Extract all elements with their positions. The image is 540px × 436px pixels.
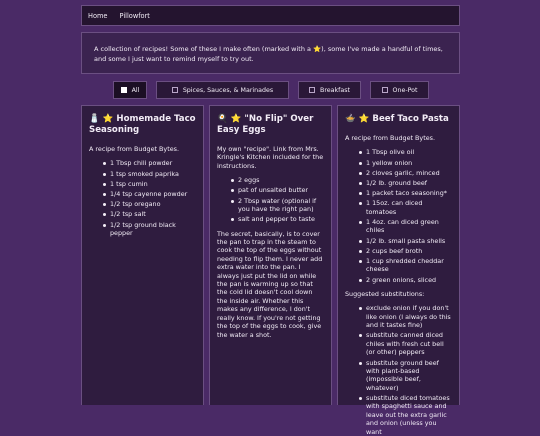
salt-icon: 🧂 xyxy=(89,114,100,124)
list-item: substitute canned diced chiles with fresh cut bell (or other) peppers xyxy=(345,331,452,356)
list-item: 1 Tbsp chili powder xyxy=(89,159,196,167)
list-item: 1 tsp cumin xyxy=(89,180,196,188)
recipe-title xyxy=(345,114,452,125)
list-item: 1 4oz. can diced green chiles xyxy=(345,218,452,235)
recipe-intro: My own "recipe". Link from Mrs. Kringle's Kitchen included for the instructions. xyxy=(217,145,324,170)
list-item: substitute diced tomatoes with spaghetti sauce and leave out the extra garlic and onion (unless you want xyxy=(345,394,452,436)
recipe-title-text: Homemade Taco Seasoning xyxy=(89,114,196,135)
list-item: 2 eggs xyxy=(217,176,324,184)
recipe-intro: A recipe from Budget Bytes. xyxy=(345,134,436,142)
star-icon: ⭐ xyxy=(358,114,370,124)
list-item: 1 tsp smoked paprika xyxy=(89,170,196,178)
list-item: 1/2 lb. small pasta shells xyxy=(345,237,452,245)
recipe-note: The secret, basically, is to cover the pan to trap in the steam to cook the top of the eggs without needing to flip them. I never add extra water into the pan. I always just put the lid on while the pan is warming up so that the cold lid doesn't cool down the inside air. Whether this makes any difference, I don't really know. If you're not getting the top of the eggs to cook, give the water a shot. xyxy=(217,229,323,339)
list-item: 2 Tbsp water (optional if you have the right pan) xyxy=(217,197,324,214)
star-icon: ⭐ xyxy=(102,114,114,124)
filter-all-button[interactable] xyxy=(113,81,147,99)
list-item: 1/2 tsp salt xyxy=(89,210,196,218)
filter-label: One-Pot xyxy=(392,86,418,94)
list-item: 2 cups beef broth xyxy=(345,247,452,255)
checkbox-icon xyxy=(382,87,388,93)
filter-label: Breakfast xyxy=(320,86,350,94)
list-item: 1 Tbsp olive oil xyxy=(345,148,452,156)
ingredient-list xyxy=(89,159,196,237)
substitution-list xyxy=(345,304,452,435)
recipe-card-taco-seasoning xyxy=(81,105,204,405)
list-item: 1/2 tsp ground black pepper xyxy=(89,221,196,238)
list-item: substitute ground beef with plant-based (impossible beef, whatever) xyxy=(345,359,452,393)
list-item: 1/2 tsp oregano xyxy=(89,200,196,208)
recipe-card-beef-taco-pasta xyxy=(337,105,460,436)
star-icon: ⭐ xyxy=(313,45,322,53)
substitutions-heading: Suggested substitutions: xyxy=(345,290,425,299)
top-nav xyxy=(81,5,460,26)
list-item: salt and pepper to taste xyxy=(217,215,324,223)
list-item: 2 cloves garlic, minced xyxy=(345,169,452,177)
filter-label: All xyxy=(131,86,140,94)
list-item: 1 packet taco seasoning* xyxy=(345,189,452,197)
list-item: 1 cup shredded cheddar cheese xyxy=(345,257,452,274)
nav-pillowfort-link[interactable]: Pillowfort xyxy=(119,11,150,20)
list-item: 1/4 tsp cayenne powder xyxy=(89,190,196,198)
fried-egg-icon: 🍳 xyxy=(217,114,228,124)
list-item: pat of unsalted butter xyxy=(217,186,324,194)
recipe-title xyxy=(217,114,324,136)
category-filters xyxy=(113,81,429,99)
recipe-title-text: Beef Taco Pasta xyxy=(372,114,449,124)
filter-spices-button[interactable] xyxy=(156,81,289,99)
list-item: 1 yellow onion xyxy=(345,159,452,167)
list-item: 1 15oz. can diced tomatoes xyxy=(345,199,452,216)
checkbox-icon xyxy=(309,87,315,93)
intro-text-after: ), some I've made a handful of times, and some I just want to remind myself to try out. xyxy=(94,45,443,63)
list-item: exclude onion if you don't like onion (I always do this and it tastes fine) xyxy=(345,304,452,329)
nav-home-link[interactable]: Home xyxy=(88,11,108,20)
pot-of-food-icon: 🍲 xyxy=(345,114,356,124)
recipe-card-over-easy-eggs xyxy=(209,105,332,405)
intro-text-before: A collection of recipes! Some of these I make often (marked with a xyxy=(94,45,314,53)
ingredient-list xyxy=(217,176,324,223)
intro-panel xyxy=(81,32,460,74)
filter-label: Spices, Sauces, & Marinades xyxy=(182,86,274,94)
filter-one-pot-button[interactable] xyxy=(370,81,429,99)
filter-breakfast-button[interactable] xyxy=(298,81,361,99)
list-item: 1/2 lb. ground beef xyxy=(345,179,452,187)
recipe-title xyxy=(89,114,196,136)
checkbox-icon xyxy=(172,87,178,93)
ingredient-list xyxy=(345,148,452,284)
recipe-intro: A recipe from Budget Bytes. xyxy=(89,145,180,153)
checkbox-icon xyxy=(121,87,127,93)
star-icon: ⭐ xyxy=(230,114,242,124)
list-item: 2 green onions, sliced xyxy=(345,276,452,284)
recipe-title-text: "No Flip" Over Easy Eggs xyxy=(217,114,314,135)
